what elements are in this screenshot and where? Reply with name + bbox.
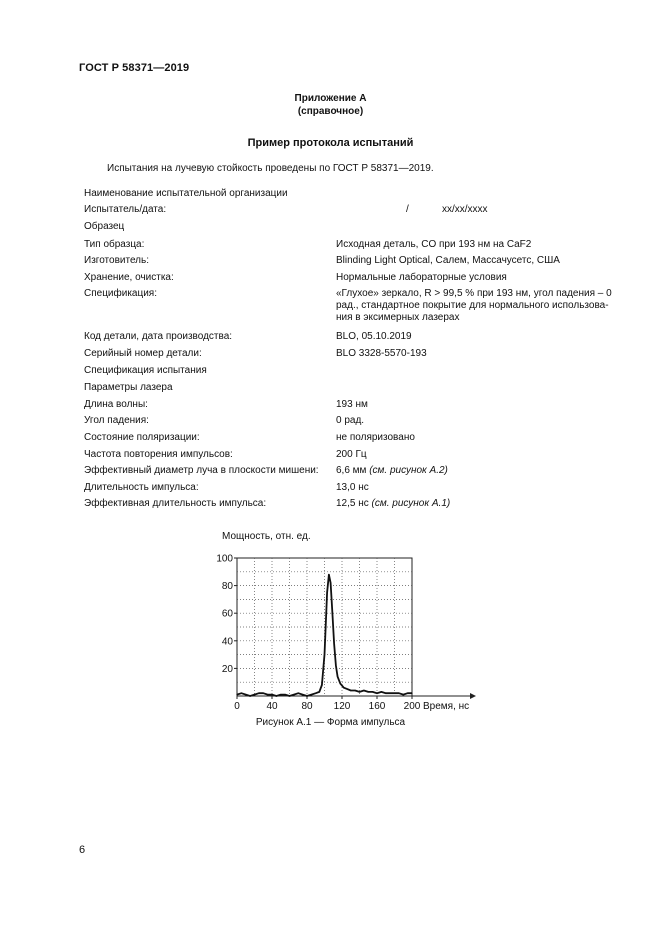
data-point <box>271 694 272 695</box>
row-value-line: ния в эксимерных лазерах <box>336 312 460 323</box>
data-point <box>311 694 312 695</box>
data-point <box>250 695 251 696</box>
row-value-text: 12,5 нс <box>336 498 369 509</box>
data-point <box>385 693 386 694</box>
data-point <box>350 690 351 691</box>
data-point <box>285 694 286 695</box>
row-value <box>336 272 616 284</box>
row-value-text: BLO 3328-5570-193 <box>336 348 427 359</box>
row-value-text: Blinding Light Optical, Салем, Массачусетс, США <box>336 255 560 266</box>
x-axis-arrow <box>470 693 476 699</box>
row-value-line: рад., стандартное покрытие для нормального использова- <box>336 300 609 311</box>
data-point <box>359 691 360 692</box>
row-value-note: (см. рисунок А.2) <box>369 465 448 476</box>
data-point <box>334 643 335 644</box>
y-tick-label: 60 <box>221 608 233 620</box>
row-label: Код детали, дата производства: <box>84 331 233 342</box>
data-point <box>376 693 377 694</box>
data-point <box>258 693 259 694</box>
data-point <box>245 694 246 695</box>
data-point <box>315 693 316 694</box>
row-value <box>336 239 616 251</box>
row-value <box>336 465 616 477</box>
row-value-text: 6,6 мм <box>336 465 367 476</box>
data-point <box>236 694 237 695</box>
row-value-text: / <box>406 204 409 215</box>
row-label: Наименование испытательной организации <box>84 188 288 199</box>
data-point <box>381 691 382 692</box>
data-point <box>306 695 307 696</box>
data-point <box>390 693 391 694</box>
x-tick-label: 200 <box>403 701 421 712</box>
data-point <box>293 694 294 695</box>
y-axis-label: Мощность, отн. ед. <box>222 531 311 542</box>
row-value-text: 13,0 нс <box>336 482 369 493</box>
data-point <box>280 694 281 695</box>
row-value-text: 193 нм <box>336 399 368 410</box>
intro-text: Испытания на лучевую стойкость проведены по ГОСТ Р 58371—2019. <box>107 163 434 174</box>
row-value <box>336 449 616 461</box>
data-point <box>254 694 255 695</box>
data-point <box>319 691 320 692</box>
y-tick-label: 100 <box>216 553 233 565</box>
data-point <box>398 693 399 694</box>
row-date: xx/xx/xxxx <box>442 204 488 215</box>
data-point <box>335 665 336 666</box>
row-value <box>336 288 616 324</box>
row-label: Эффективная длительность импульса: <box>84 498 267 509</box>
row-value-line: «Глухое» зеркало, R > 99,5 % при 193 нм, угол падения – 0 <box>336 288 612 299</box>
data-point <box>321 684 322 685</box>
row-label: Параметры лазера <box>84 382 173 393</box>
x-axis-label: Время, нс <box>423 701 470 712</box>
data-point <box>368 691 369 692</box>
data-point <box>403 694 404 695</box>
row-label: Серийный номер детали: <box>84 348 202 359</box>
row-value <box>336 482 616 494</box>
row-value <box>336 415 616 427</box>
row-label: Спецификация испытания <box>84 365 207 376</box>
x-tick-label: 0 <box>234 701 240 712</box>
x-tick-label: 80 <box>301 701 313 712</box>
row-label: Длина волны: <box>84 399 148 410</box>
row-value-note: (см. рисунок А.1) <box>371 498 451 509</box>
data-point <box>337 676 338 677</box>
row-value <box>336 399 616 411</box>
row-value <box>336 432 616 444</box>
data-point <box>340 683 341 684</box>
data-point <box>372 691 373 692</box>
row-value <box>336 331 616 343</box>
pulse-chart-svg <box>205 527 485 717</box>
row-label: Образец <box>84 221 125 232</box>
data-point <box>411 693 412 694</box>
data-point <box>263 693 264 694</box>
data-point <box>241 693 242 694</box>
series-line-pulse <box>237 575 412 696</box>
data-point <box>298 693 299 694</box>
data-point <box>394 693 395 694</box>
data-point <box>343 687 344 688</box>
row-value-text: 0 рад. <box>336 415 365 426</box>
y-tick-label: 40 <box>221 636 233 648</box>
row-value <box>336 348 616 360</box>
row-value <box>336 498 616 510</box>
data-point <box>330 582 331 583</box>
data-point <box>289 695 290 696</box>
row-value <box>336 255 616 267</box>
figure-caption: Рисунок А.1 — Форма импульса <box>255 717 406 728</box>
appendix-title: Приложение А <box>294 93 367 104</box>
row-label: Испытатель/дата: <box>84 204 167 215</box>
row-label: Изготовитель: <box>84 255 149 266</box>
data-point <box>407 693 408 694</box>
row-label: Эффективный диаметр луча в плоскости мишени: <box>84 465 319 476</box>
data-point <box>302 694 303 695</box>
row-value-text: не поляризовано <box>336 432 415 443</box>
appendix-subtitle: (справочное) <box>297 106 364 117</box>
row-label: Состояние поляризации: <box>84 432 200 443</box>
data-point <box>347 689 348 690</box>
pulse-chart <box>205 527 485 720</box>
data-point <box>276 695 277 696</box>
data-point <box>355 690 356 691</box>
row-label: Частота повторения импульсов: <box>84 449 233 460</box>
x-tick-label: 160 <box>368 701 386 712</box>
data-point <box>324 654 325 655</box>
row-label: Хранение, очистка: <box>84 272 174 283</box>
document-header: ГОСТ Р 58371—2019 <box>79 62 190 74</box>
row-value-text: Нормальные лабораторные условия <box>336 272 507 283</box>
row-label: Длительность импульса: <box>84 482 199 493</box>
data-point <box>267 694 268 695</box>
data-point <box>328 574 329 575</box>
y-tick-label: 20 <box>221 663 233 675</box>
data-point <box>332 613 333 614</box>
page-number: 6 <box>79 844 86 856</box>
row-label: Угол падения: <box>84 415 149 426</box>
row-value-text: 200 Гц <box>336 449 367 460</box>
row-label: Тип образца: <box>84 239 145 250</box>
row-value <box>406 204 661 216</box>
section-title: Пример протокола испытаний <box>247 137 414 149</box>
y-tick-label: 80 <box>221 581 233 593</box>
row-value-text: BLO, 05.10.2019 <box>336 331 412 342</box>
x-tick-label: 40 <box>266 701 278 712</box>
data-point <box>327 592 328 593</box>
x-tick-label: 120 <box>333 701 351 712</box>
data-point <box>363 690 364 691</box>
row-label: Спецификация: <box>84 288 157 299</box>
row-value-text: Исходная деталь, CO при 193 нм на CaF2 <box>336 239 532 250</box>
